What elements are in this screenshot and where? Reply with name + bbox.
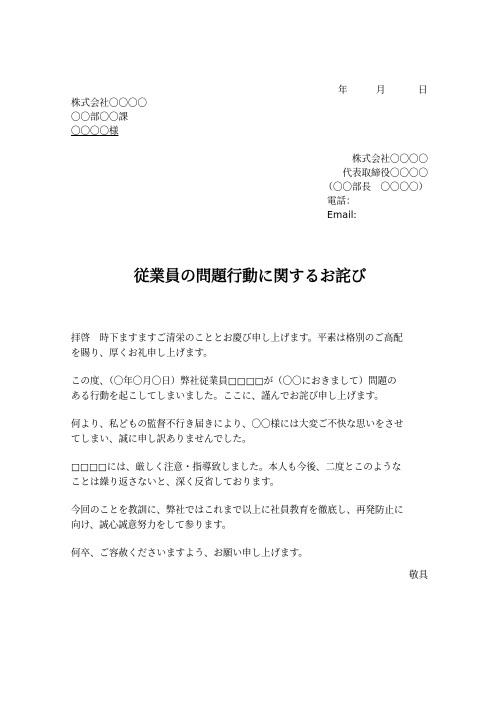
date-line bbox=[338, 84, 428, 97]
paragraph-prevention: 今回のことを教訓に、弊社ではこれまで以上に社員教育を徹底し、再発防止に 向け、誠心誠意努力をして参ります。 bbox=[71, 505, 404, 531]
recipient-company: 株式会社〇〇〇〇 bbox=[71, 98, 148, 109]
contact-phone: 電話： bbox=[327, 196, 356, 207]
contact-block bbox=[327, 195, 357, 223]
letter-title: 従業員の問題行動に関するお詫び bbox=[133, 267, 367, 285]
recipient-block bbox=[71, 97, 147, 139]
paragraph-incident: この度、（〇年〇月〇日）弊社従業員□□□□が（〇〇におきまして）問題の ある行動を起こしてしまいました。ここに、謹んでお詫び申し上げます。 bbox=[71, 376, 397, 402]
closing-word: 敬具 bbox=[408, 570, 428, 581]
recipient-department: 〇〇部〇〇課 bbox=[71, 112, 129, 123]
sender-company: 株式会社〇〇〇〇 bbox=[351, 154, 428, 165]
date-month: 月 bbox=[376, 85, 386, 96]
recipient-name: 〇〇〇〇様 bbox=[71, 126, 119, 137]
date-day: 日 bbox=[418, 85, 428, 96]
letter-body bbox=[71, 332, 431, 576]
sender-manager: （〇〇部長 〇〇〇〇） bbox=[323, 182, 428, 193]
paragraph-request: 何卒、ご容赦くださいますよう、お願い申し上げます。 bbox=[71, 548, 308, 559]
paragraph-guidance: □□□□には、厳しく注意・指導致しました。本人も今後、二度とこのような ことは繰り返さないと、深く反省しております。 bbox=[71, 462, 402, 488]
contact-email: Email: bbox=[327, 210, 357, 221]
date-year: 年 bbox=[338, 85, 348, 96]
paragraph-greeting: 拝啓 時下ますますご清栄のこととお慶び申し上げます。平素は格別のご高配 を賜り、厚くお礼申し上げます。 bbox=[71, 333, 403, 359]
sender-representative: 代表取締役〇〇〇〇 bbox=[342, 168, 428, 179]
paragraph-apology: 何より、私どもの監督不行き届きにより、〇〇様には大変ご不快な思いをさせ てしまい、誠に申し訳ありませんでした。 bbox=[71, 419, 404, 445]
sender-block bbox=[320, 153, 428, 195]
